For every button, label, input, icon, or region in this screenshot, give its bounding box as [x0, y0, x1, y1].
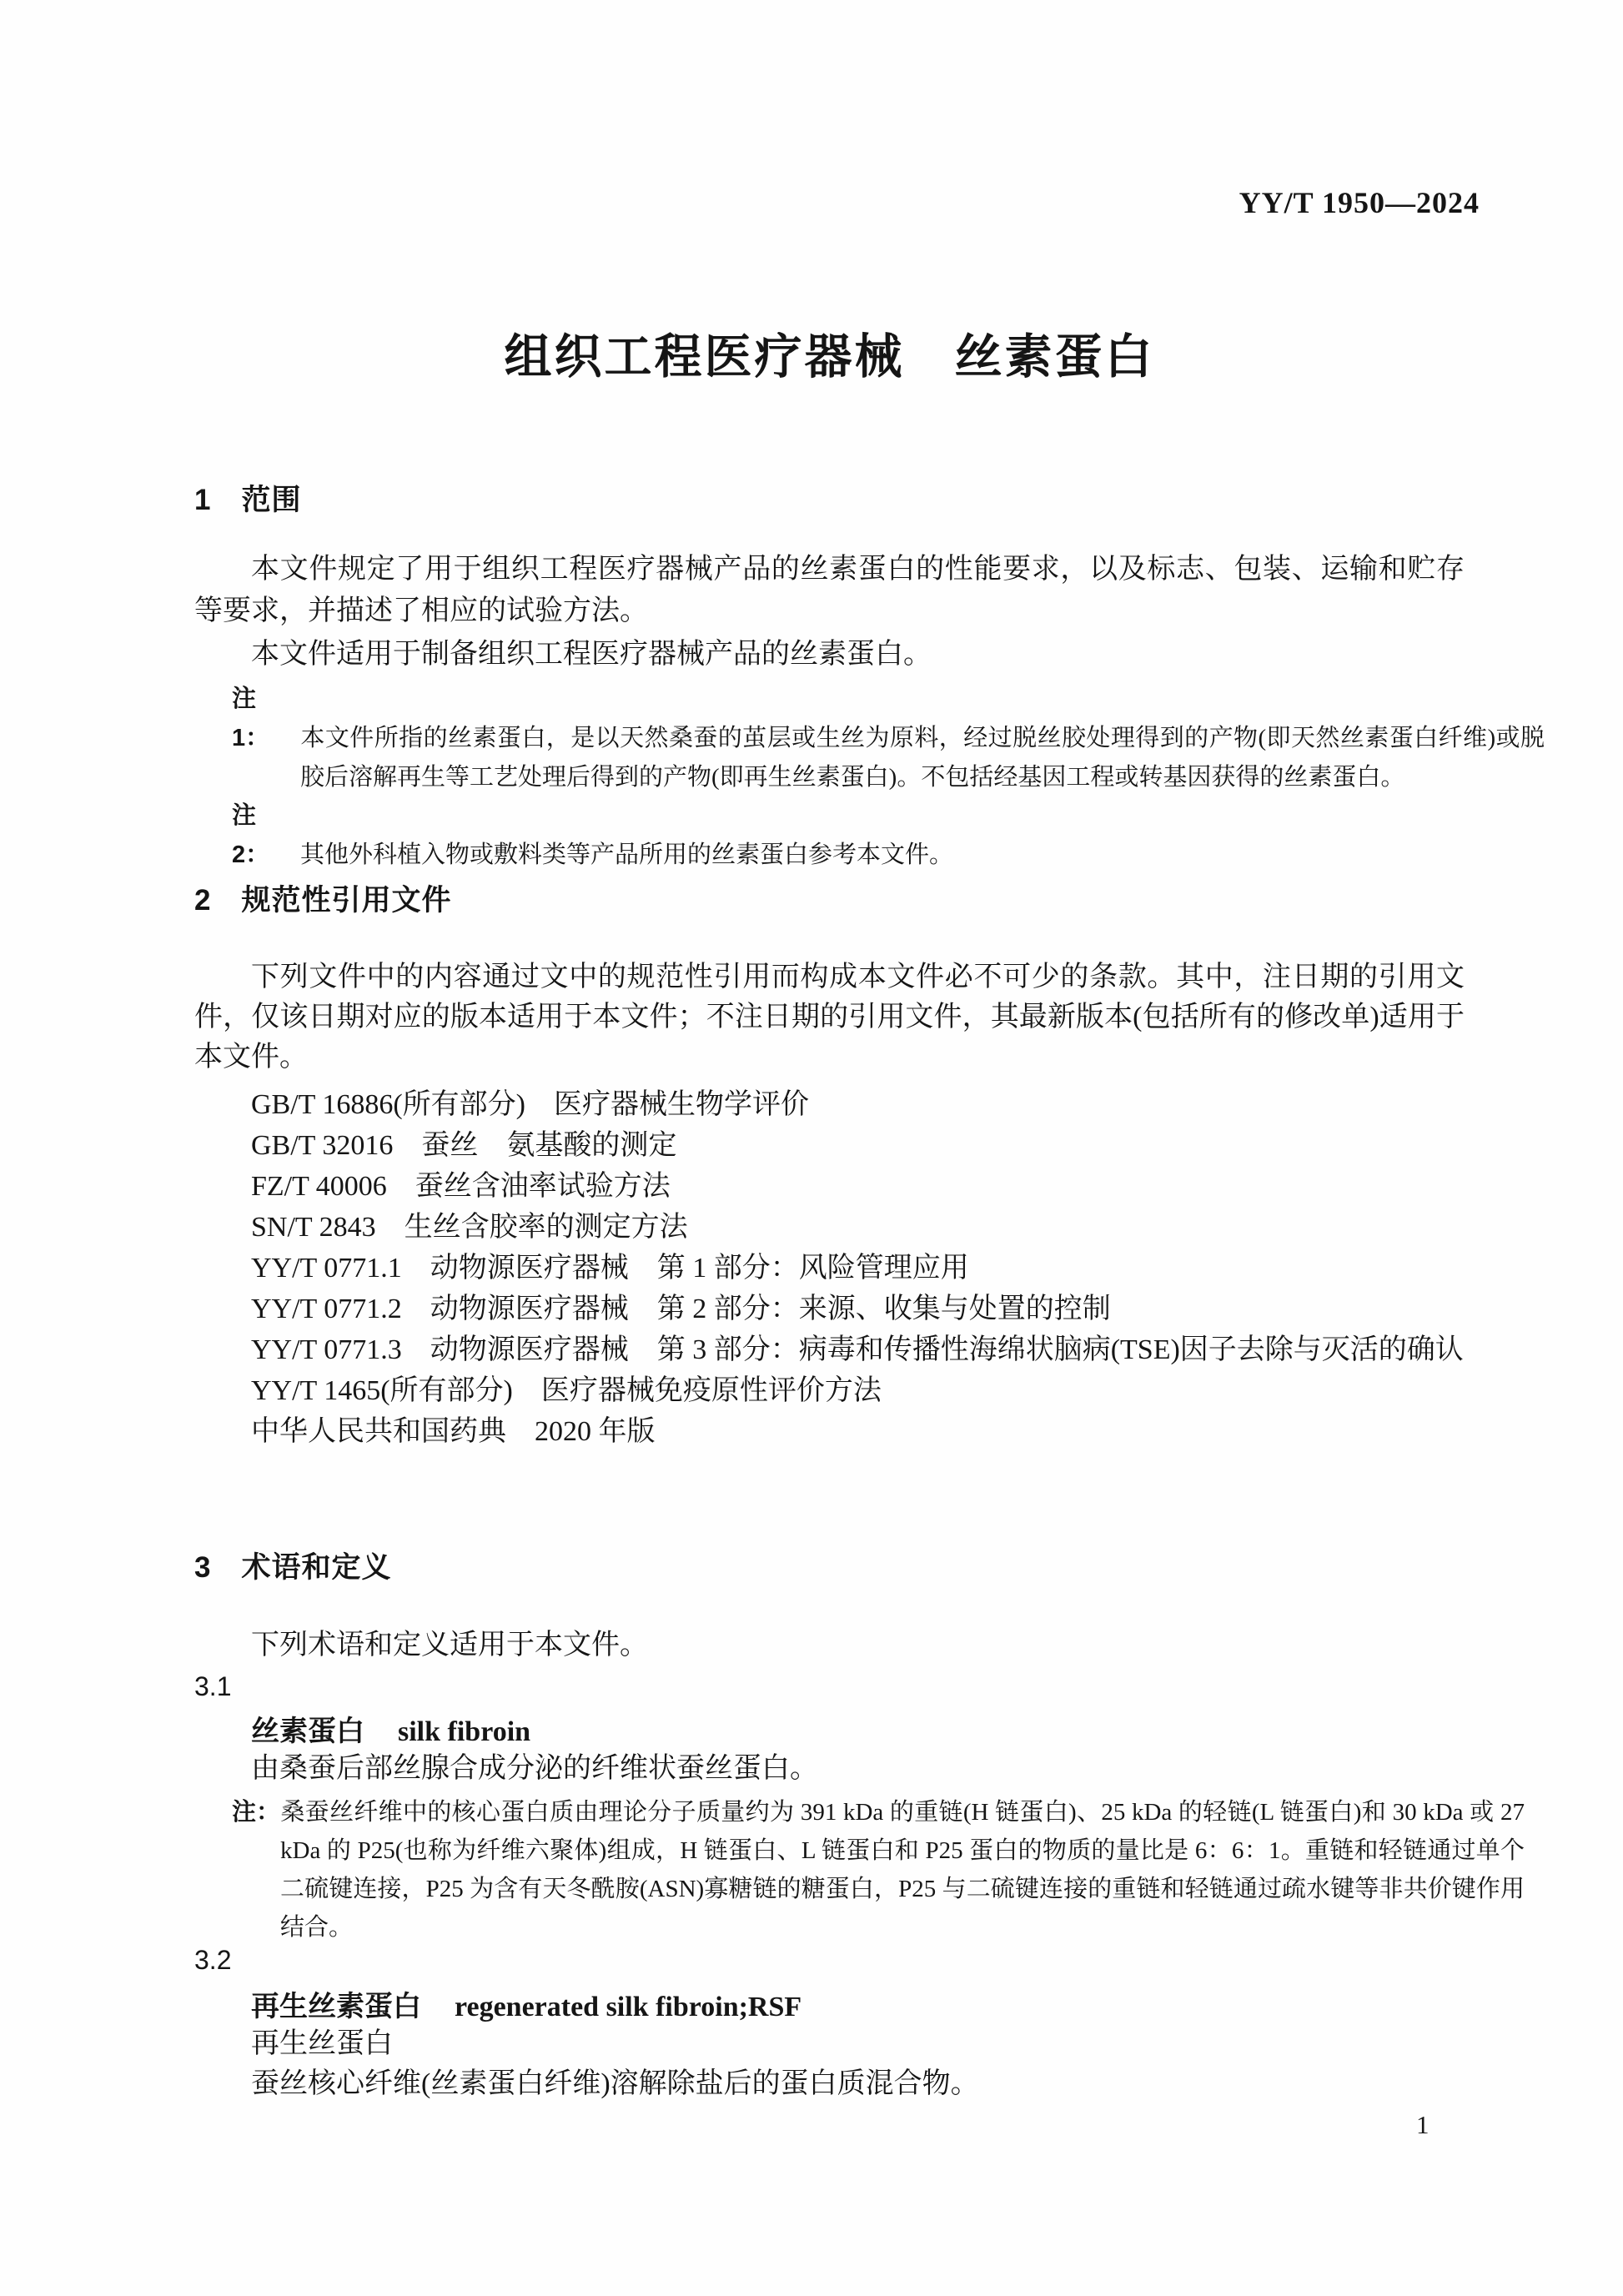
- scope-note-1: [232, 680, 1545, 797]
- term-synonym: 再生丝蛋白: [251, 2028, 393, 2059]
- term-entry-heading: [194, 1983, 1465, 2024]
- terms-intro: 下列术语和定义适用于本文件。: [251, 1630, 648, 1660]
- scope-note-2: [232, 796, 1545, 875]
- term-definition: 蚕丝核心纤维(丝素蛋白纤维)溶解除盐后的蛋白质混合物。: [251, 2068, 979, 2099]
- note-label: 注 2：: [232, 802, 270, 868]
- reference-item: YY/T 0771.2 动物源医疗器械 第 2 部分：来源、收集与处置的控制: [251, 1294, 1111, 1324]
- note-text: 本文件所指的丝素蛋白，是以天然桑蚕的茧层或生丝为原料，经过脱丝胶处理得到的产物(即天然丝素蛋白纤维)或脱胶后溶解再生等工艺处理后得到的产物(即再生丝素蛋白)。不包括经基因工程或转基因获得的丝素蛋白。: [300, 725, 1545, 791]
- scope-paragraph-2: 本文件适用于制备组织工程医疗器械产品的丝素蛋白。: [251, 639, 932, 670]
- section-heading-references: 2 规范性引用文件: [194, 884, 452, 917]
- reference-item: YY/T 1465(所有部分) 医疗器械免疫原性评价方法: [251, 1375, 882, 1406]
- term-en: regenerated silk fibroin;RSF: [455, 1992, 802, 2022]
- references-intro: 下列文件中的内容通过文中的规范性引用而构成本文件必不可少的条款。其中，注日期的引用文件，仅该日期对应的版本适用于本文件；不注日期的引用文件，其最新版本(包括所有的修改单)适用于本文件。: [194, 962, 1465, 1073]
- reference-item: GB/T 32016 蚕丝 氨基酸的测定: [251, 1130, 677, 1161]
- standard-number: YY/T 1950—2024: [1239, 186, 1480, 219]
- references-list: [194, 1084, 1465, 1452]
- page-number: 1: [1416, 2110, 1430, 2139]
- reference-item: SN/T 2843 生丝含胶率的测定方法: [251, 1212, 688, 1243]
- page-title: 组织工程医疗器械 丝素蛋白: [504, 330, 1155, 384]
- reference-item: FZ/T 40006 蚕丝含油率试验方法: [251, 1171, 671, 1202]
- reference-item: GB/T 16886(所有部分) 医疗器械生物学评价: [251, 1089, 809, 1120]
- clause-number-3-2: 3.2: [194, 1945, 232, 1975]
- note-text: 桑蚕丝纤维中的核心蛋白质由理论分子质量约为 391 kDa 的重链(H 链蛋白)、25 kDa 的轻链(L 链蛋白)和 30 kDa 或 27 kDa 的 P25(也称为纤维六聚体)组成，H 链蛋白、L 链蛋白和 P25 蛋白的物质的量比是 6：6：1。重链和轻链通过单个二硫键连接，P25 为含有天冬酰胺(ASN)寡糖链的糖蛋白，P25 与二硫键连接的重链和轻链通过疏水键等非共价键作用结合。: [280, 1799, 1525, 1941]
- term-en: silk fibroin: [398, 1716, 531, 1747]
- note-label: 注：: [232, 1799, 281, 1826]
- term-note: [232, 1793, 1525, 1947]
- term-definition: 由桑蚕后部丝腺合成分泌的纤维状蚕丝蛋白。: [251, 1753, 818, 1784]
- term-zh: 丝素蛋白: [251, 1716, 364, 1747]
- section-heading-terms: 3 术语和定义: [194, 1551, 392, 1584]
- scope-paragraph-1: 本文件规定了用于组织工程医疗器械产品的丝素蛋白的性能要求，以及标志、包装、运输和贮存等要求，并描述了相应的试验方法。: [194, 554, 1465, 626]
- reference-item: YY/T 0771.1 动物源医疗器械 第 1 部分：风险管理应用: [251, 1253, 969, 1284]
- clause-number-3-1: 3.1: [194, 1671, 232, 1701]
- note-label: 注 1：: [232, 686, 270, 751]
- section-heading-scope: 1 范围: [194, 484, 302, 516]
- term-zh: 再生丝素蛋白: [251, 1991, 421, 2022]
- note-text: 其他外科植入物或敷料类等产品所用的丝素蛋白参考本文件。: [300, 842, 954, 868]
- term-entry-heading: [194, 1708, 1465, 1749]
- reference-item: YY/T 0771.3 动物源医疗器械 第 3 部分：病毒和传播性海绵状脑病(TSE)因子去除与灭活的确认: [251, 1334, 1464, 1365]
- reference-item: 中华人民共和国药典 2020 年版: [251, 1416, 656, 1447]
